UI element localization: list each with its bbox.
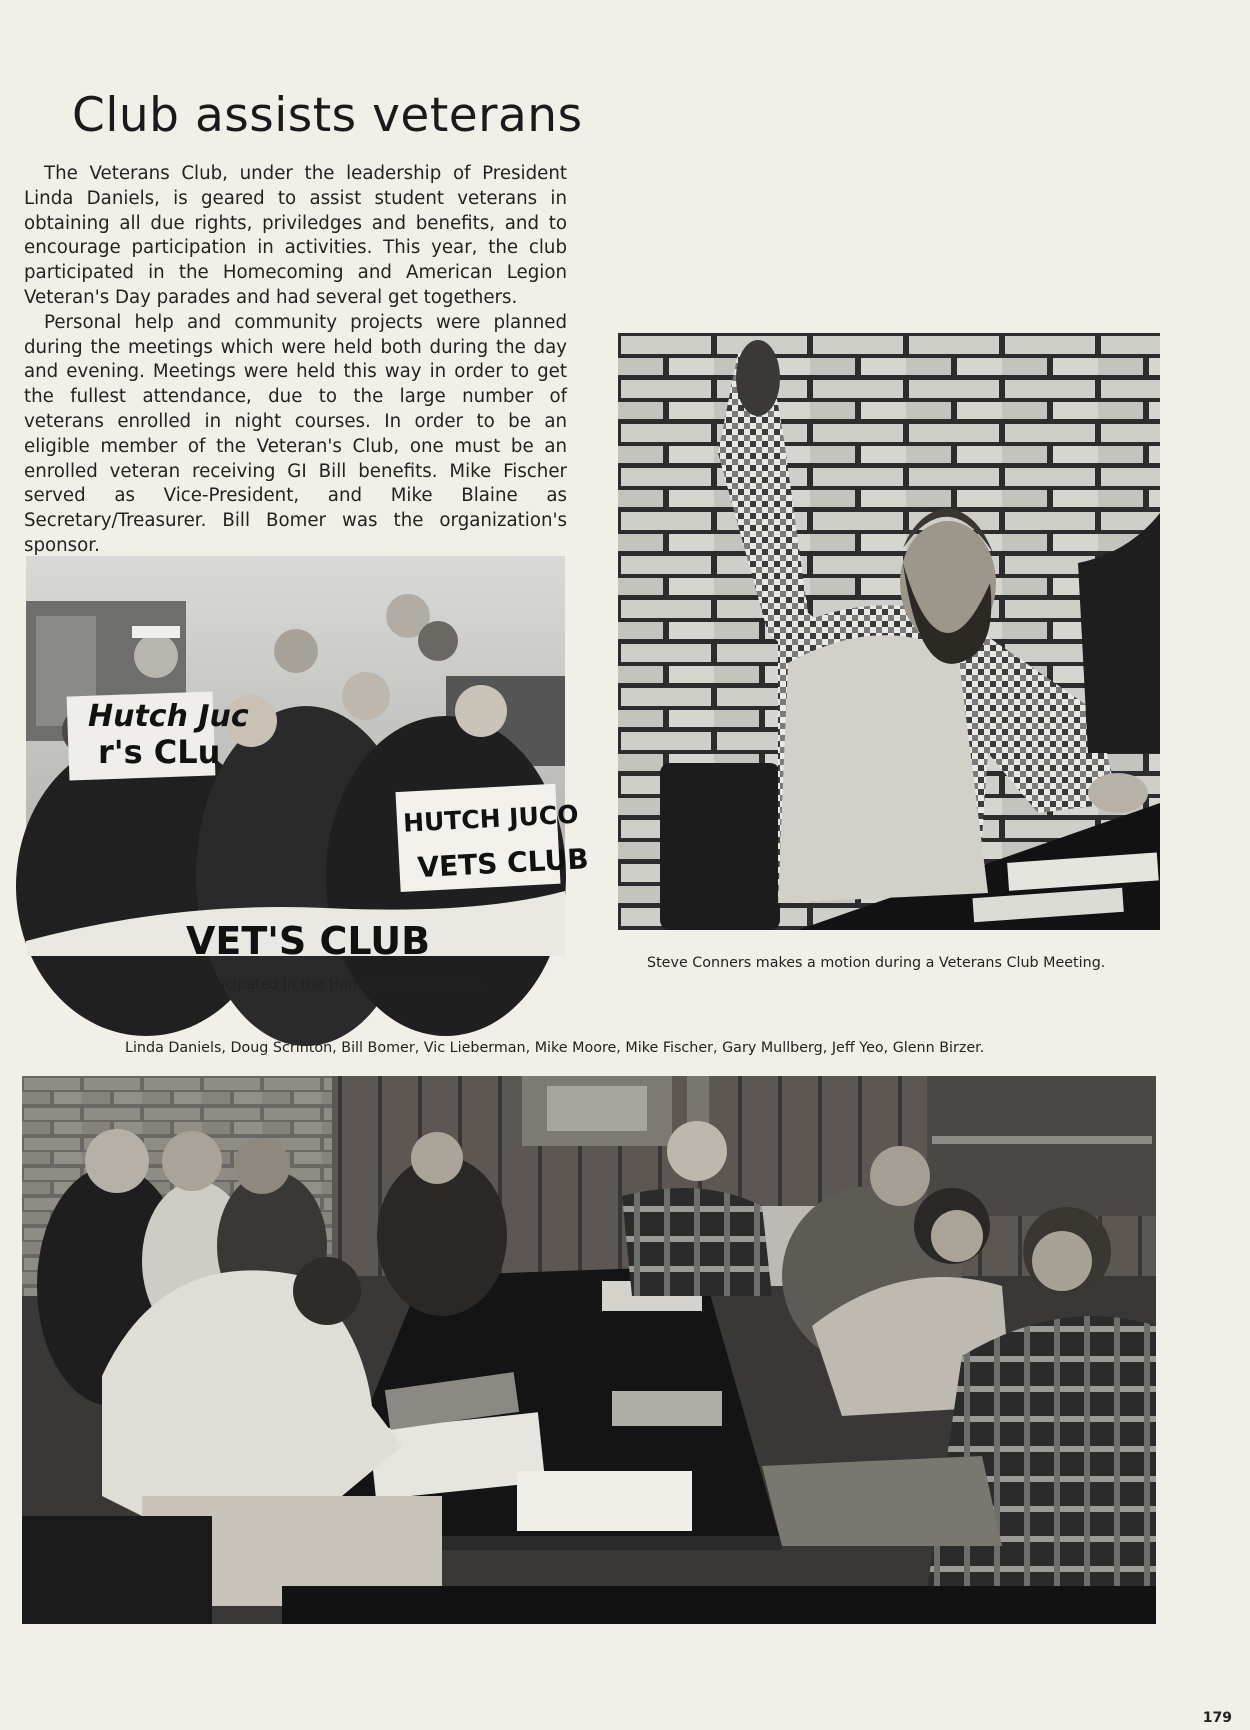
parade-sign-right-line1: HUTCH JUCO: [402, 799, 580, 838]
meeting-caption: Linda Daniels, Doug Scrinton, Bill Bomer, Vic Lieberman, Mike Moore, Mike Fischer, Gary Mullberg, Jeff Yeo, Glenn Birzer.: [125, 1040, 985, 1056]
meeting-photo: [22, 1076, 1156, 1624]
parade-sign-left-line2: r's CLu: [98, 733, 221, 771]
parade-sign-left-line1: Hutch Juc: [88, 699, 249, 734]
parade-sign-right-line2: VETS CLUB: [416, 842, 590, 885]
motion-photo-graphic: [618, 333, 1160, 930]
article-paragraph-2: Personal help and community projects were planned during the meetings which were held both during the day and evening. Meetings were held this way in order to get the fullest attendance, due to the large number of veterans enrolled in night courses. In order to be an eligible member of the Veteran's Club, one must be an enrolled veteran receiving GI Bill benefits. Mike Fischer served as Vice-President, and Mike Blaine as Secretary/Treasurer. Bill Bomer was the organization's sponsor.: [24, 311, 567, 556]
page-number: 179: [1202, 1710, 1232, 1726]
parade-banner-text: VET'S CLUB: [186, 919, 431, 963]
article-body: [24, 162, 567, 559]
parade-photo-graphic: [26, 556, 590, 963]
motion-caption: Steve Conners makes a motion during a Veterans Club Meeting.: [647, 955, 1106, 971]
article-title: Club assists veterans: [72, 88, 583, 143]
meeting-photo-graphic: [22, 1076, 1156, 1624]
motion-photo: [618, 333, 1160, 930]
parade-photo: [26, 556, 590, 963]
article-paragraph-1: The Veterans Club, under the leadership of President Linda Daniels, is geared to assist student veterans in obtaining all due rights, priviledges and benefits, and to encourage participation in activities. This year, the club participated in the Homecoming and American Legion Veteran's Day parades and had several get togethers.: [24, 163, 567, 308]
parade-caption: Club members participated in the Homecoming parade.: [83, 977, 483, 993]
